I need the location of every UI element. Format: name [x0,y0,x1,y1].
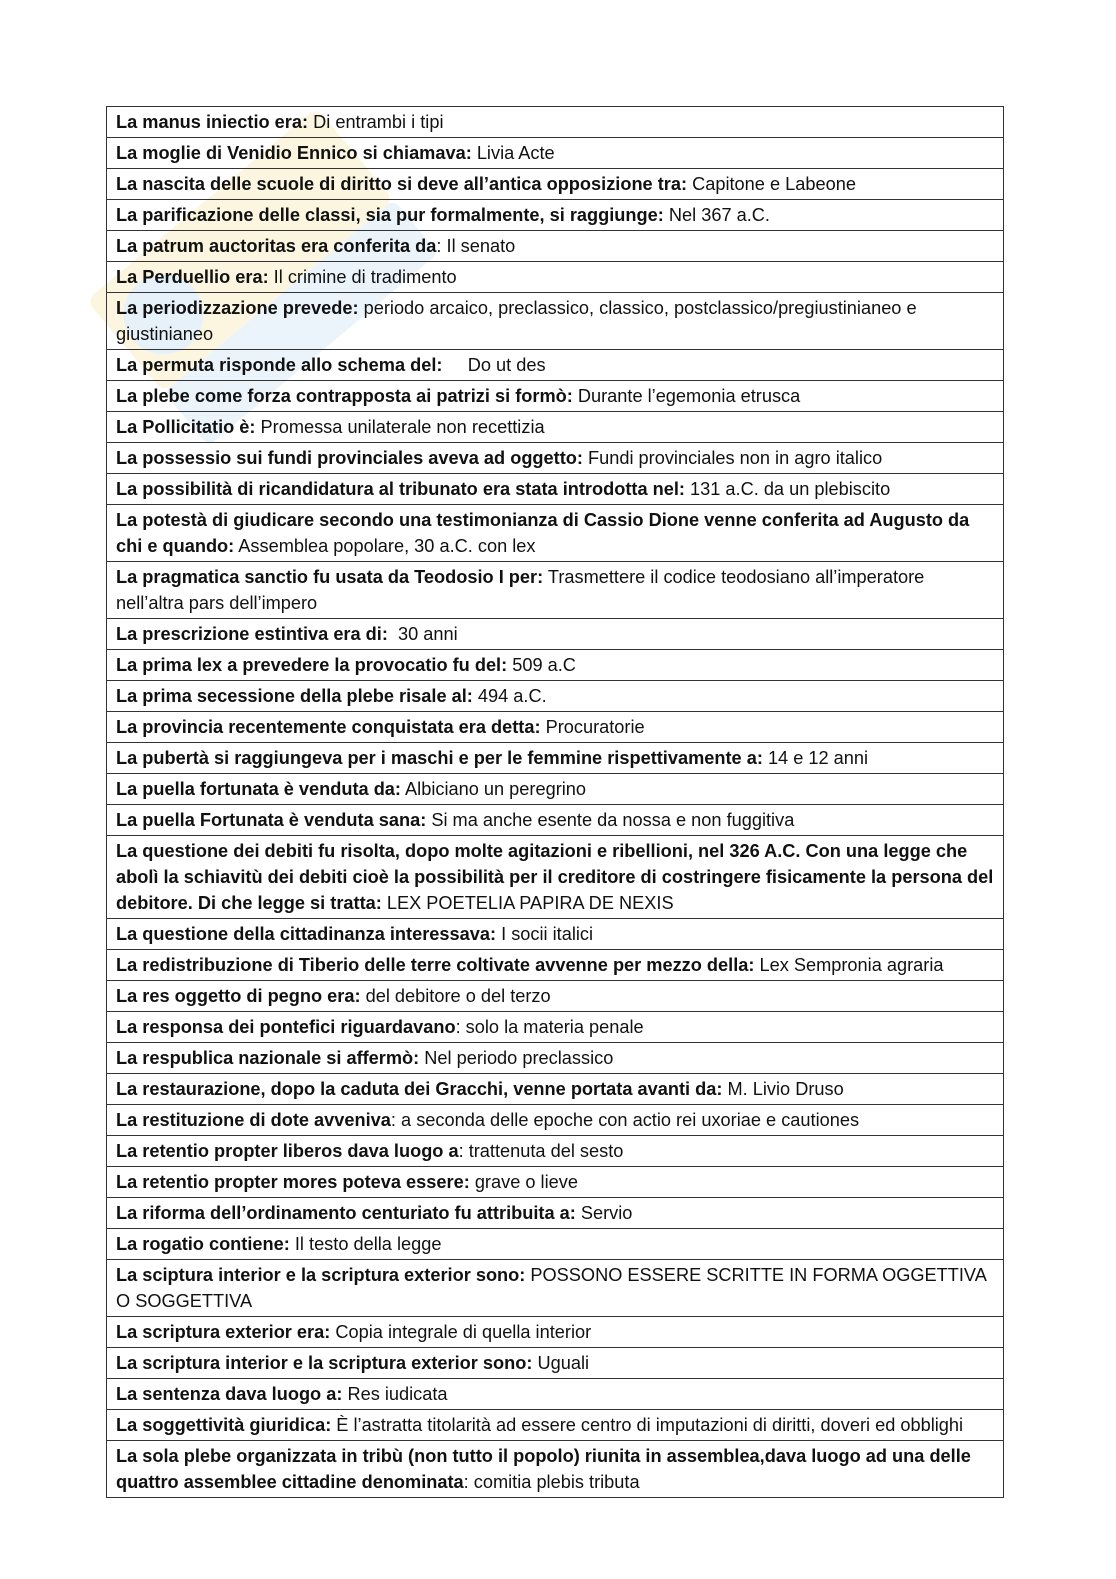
question-text: La sciptura interior e la scriptura exterior sono: [116,1265,526,1285]
question-text: La pragmatica sanctio fu usata da Teodosio I per: [116,567,544,587]
answer-text: Promessa unilaterale non recettizia [255,417,545,437]
qa-cell [107,1012,1004,1043]
qa-cell [107,562,1004,619]
answer-text: Durante l’egemonia etrusca [572,386,801,406]
answer-text: 494 a.C. [472,686,547,706]
table-row [107,1198,1004,1229]
answer-text: Uguali [532,1353,590,1373]
table-row [107,412,1004,443]
question-text: La retentio propter liberos dava luogo a [116,1141,459,1161]
qa-cell [107,505,1004,562]
answer-text: periodo arcaico, preclassico, classico, postclassico/pregiustinianeo e giustinianeo [116,298,922,344]
table-row [107,262,1004,293]
question-text: La restituzione di dote avveniva [116,1110,391,1130]
table-row [107,712,1004,743]
qa-cell [107,774,1004,805]
table-row [107,774,1004,805]
question-text: La possessio sui fundi provinciales aveva ad oggetto: [116,448,583,468]
question-text: La questione della cittadinanza interessava: [116,924,497,944]
question-text: La puella fortunata è venduta da: [116,779,401,799]
question-text: La prescrizione estintiva era di: [116,624,388,644]
qa-cell [107,1167,1004,1198]
table-row [107,1317,1004,1348]
answer-text: : a seconda delle epoche con actio rei uxoriae e cautiones [390,1110,860,1130]
qa-cell [107,474,1004,505]
qa-cell [107,1074,1004,1105]
question-text: La retentio propter mores poteva essere: [116,1172,470,1192]
qa-cell [107,981,1004,1012]
table-row [107,681,1004,712]
answer-text: Livia Acte [471,143,555,163]
qa-cell [107,262,1004,293]
qa-cell [107,1410,1004,1441]
answer-text: 509 a.C [507,655,576,675]
qa-cell [107,950,1004,981]
qa-cell [107,1348,1004,1379]
answer-text: Servio [575,1203,633,1223]
table-row [107,1410,1004,1441]
table-row [107,1012,1004,1043]
question-text: La potestà di giudicare secondo una testimonianza di Cassio Dione venne conferita ad Augusto da chi e quando: [116,510,970,556]
answer-text: Nel 367 a.C. [663,205,770,225]
table-row [107,743,1004,774]
answer-text: Do ut des [442,355,546,375]
qa-cell [107,1260,1004,1317]
table-row [107,381,1004,412]
table-row [107,107,1004,138]
qa-cell [107,1379,1004,1410]
question-text: La possibilità di ricandidatura al tribunato era stata introdotta nel: [116,479,685,499]
answer-text: Capitone e Labeone [687,174,856,194]
question-text: La provincia recentemente conquistata era detta: [116,717,541,737]
answer-text: I socii italici [496,924,594,944]
qa-cell [107,1043,1004,1074]
table-row [107,1441,1004,1498]
answer-text: 131 a.C. da un plebiscito [684,479,891,499]
question-text: La sola plebe organizzata in tribù (non tutto il popolo) riunita in assemblea,dava luogo ad una delle quattro assemblee cittadine denominata [116,1446,971,1492]
answer-text: Si ma anche esente da nossa e non fuggitiva [426,810,795,830]
question-text: La sentenza dava luogo a: [116,1384,343,1404]
answer-text: Copia integrale di quella interior [330,1322,592,1342]
table-row [107,1136,1004,1167]
answer-text: LEX POETELIA PAPIRA DE NEXIS [381,893,674,913]
table-row [107,443,1004,474]
table-row [107,1043,1004,1074]
qa-cell [107,231,1004,262]
qa-cell [107,681,1004,712]
answer-text: Assemblea popolare, 30 a.C. con lex [234,536,536,556]
table-row [107,919,1004,950]
answer-text: : comitia plebis tributa [463,1472,640,1492]
qa-cell [107,1198,1004,1229]
answer-text: Fundi provinciales non in agro italico [582,448,883,468]
table-row [107,981,1004,1012]
table-row [107,1229,1004,1260]
question-text: La Perduellio era: [116,267,269,287]
table-row [107,1105,1004,1136]
qa-cell [107,381,1004,412]
answer-text: 14 e 12 anni [762,748,869,768]
qa-cell [107,1105,1004,1136]
answer-text: del debitore o del terzo [360,986,551,1006]
answer-text: Albiciano un peregrino [400,779,587,799]
qa-cell [107,200,1004,231]
table-row [107,1379,1004,1410]
qa-cell [107,169,1004,200]
question-text: La puella Fortunata è venduta sana: [116,810,427,830]
question-text: La nascita delle scuole di diritto si deve all’antica opposizione tra: [116,174,688,194]
table-row [107,1167,1004,1198]
qa-cell [107,107,1004,138]
answer-text: Nel periodo preclassico [419,1048,614,1068]
answer-text: : solo la materia penale [455,1017,644,1037]
qa-cell [107,293,1004,350]
question-text: La periodizzazione prevede: [116,298,359,318]
answer-text: 30 anni [387,624,458,644]
table-row [107,169,1004,200]
table-row [107,231,1004,262]
table-row [107,1260,1004,1317]
table-row [107,805,1004,836]
table-row [107,836,1004,919]
question-text: La moglie di Venidio Ennico si chiamava: [116,143,472,163]
answer-text: : trattenuta del sesto [458,1141,624,1161]
answer-text: : Il senato [436,236,516,256]
table-row [107,350,1004,381]
answer-text: Procuratorie [540,717,645,737]
question-text: La manus iniectio era: [116,112,309,132]
table-row [107,619,1004,650]
qa-cell [107,1229,1004,1260]
qa-cell [107,1317,1004,1348]
question-text: La responsa dei pontefici riguardavano [116,1017,456,1037]
qa-cell [107,712,1004,743]
qa-cell [107,919,1004,950]
question-text: La rogatio contiene: [116,1234,290,1254]
answer-text: È l’astratta titolarità ad essere centro di imputazioni di diritti, doveri ed obblighi [331,1415,964,1435]
answer-text: Res iudicata [342,1384,448,1404]
qa-table [106,106,1004,1498]
table-row [107,562,1004,619]
table-row [107,138,1004,169]
question-text: La questione dei debiti fu risolta, dopo molte agitazioni e ribellioni, nel 326 A.C. Con una legge che abolì la schiavitù dei debiti cioè la possibilità per il creditore di costringere fisicamente la persona del debitore. Di che legge si tratta: [116,841,994,913]
table-row [107,950,1004,981]
question-text: La res oggetto di pegno era: [116,986,361,1006]
question-text: La soggettività giuridica: [116,1415,332,1435]
answer-text: POSSONO ESSERE SCRITTE IN FORMA OGGETTIVA O SOGGETTIVA [116,1265,991,1311]
qa-cell [107,350,1004,381]
qa-cell [107,1136,1004,1167]
table-row [107,505,1004,562]
question-text: La pubertà si raggiungeva per i maschi e per le femmine rispettivamente a: [116,748,763,768]
qa-cell [107,836,1004,919]
answer-text: Trasmettere il codice teodosiano all’imperatore nell’altra pars dell’impero [116,567,930,613]
question-text: La redistribuzione di Tiberio delle terre coltivate avvenne per mezzo della: [116,955,755,975]
question-text: La riforma dell’ordinamento centuriato fu attribuita a: [116,1203,576,1223]
answer-text: Di entrambi i tipi [308,112,444,132]
answer-text: grave o lieve [469,1172,578,1192]
table-row [107,1074,1004,1105]
qa-cell [107,619,1004,650]
answer-text: Il crimine di tradimento [268,267,457,287]
question-text: La restaurazione, dopo la caduta dei Gracchi, venne portata avanti da: [116,1079,723,1099]
qa-cell [107,412,1004,443]
question-text: La permuta risponde allo schema del: [116,355,443,375]
question-text: La scriptura exterior era: [116,1322,331,1342]
table-row [107,650,1004,681]
qa-cell [107,743,1004,774]
table-row [107,200,1004,231]
question-text: La respublica nazionale si affermò: [116,1048,420,1068]
answer-text: Lex Sempronia agraria [754,955,944,975]
qa-cell [107,443,1004,474]
question-text: La scriptura interior e la scriptura exterior sono: [116,1353,533,1373]
answer-text: Il testo della legge [289,1234,442,1254]
qa-cell [107,650,1004,681]
question-text: La prima secessione della plebe risale al: [116,686,473,706]
table-row [107,1348,1004,1379]
question-text: La Pollicitatio è: [116,417,256,437]
table-row [107,474,1004,505]
question-text: La plebe come forza contrapposta ai patrizi si formò: [116,386,573,406]
qa-cell [107,805,1004,836]
question-text: La patrum auctoritas era conferita da [116,236,437,256]
question-text: La prima lex a prevedere la provocatio fu del: [116,655,508,675]
question-text: La parificazione delle classi, sia pur formalmente, si raggiunge: [116,205,664,225]
qa-cell [107,138,1004,169]
table-row [107,293,1004,350]
answer-text: M. Livio Druso [722,1079,844,1099]
qa-cell [107,1441,1004,1498]
